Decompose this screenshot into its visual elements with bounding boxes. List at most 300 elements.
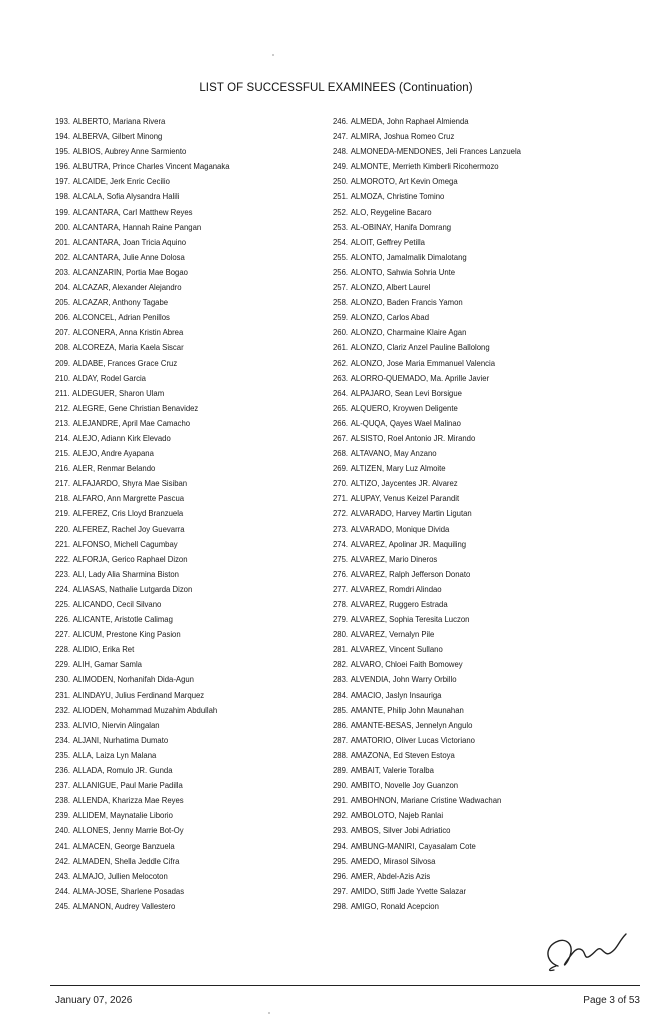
entry-number: 298. [333,900,349,911]
entry-number: 278. [333,599,349,609]
entry-number: 194. [55,131,71,142]
examinee-entry [55,537,230,552]
entry-number: 274. [333,538,349,549]
entry-name: ALINDAYU, Julius Ferdinand Marquez [72,689,205,700]
examinee-entry [333,808,521,823]
entry-number: 210. [55,372,71,383]
examinee-entry [333,854,521,869]
examinee-entry [55,189,230,204]
examinee-entry [55,491,230,506]
entry-name: ALCAIDE, Jerk Enric Cecilio [72,176,170,187]
examinee-entry [333,431,521,446]
examinee-entry [333,189,521,204]
entry-name: ALUPAY, Venus Keizel Parandit [350,493,460,504]
entry-number: 245. [55,900,71,911]
examinee-entry [55,763,230,778]
examinee-entry [55,703,230,718]
examinee-entry [333,401,521,416]
entry-name: ALMONTE, Merrieth Kimberli Ricohermozo [350,161,499,172]
entry-number: 213. [55,417,71,428]
examinee-entry [333,356,521,371]
examinee-entry [55,567,230,582]
entry-number: 234. [55,734,71,745]
entry-name: ALFONSO, Michell Cagumbay [72,538,178,549]
entry-name: ALDAY, Rodel Garcia [72,372,146,383]
examinee-entry [333,703,521,718]
entry-name: ALONZO, Jose Maria Emmanuel Valencia [350,357,496,368]
entry-number: 204. [55,282,71,293]
entry-name: AMATORIO, Oliver Lucas Victoriano [350,734,475,745]
entry-name: ALO, Reygeline Bacaro [350,206,432,217]
examinee-entry [333,144,521,159]
entry-name: ALMONEDA-MENDONES, Jeli Frances Lanzuela [350,146,521,157]
entry-number: 292. [333,810,349,821]
entry-number: 237. [55,780,71,791]
entry-number: 201. [55,236,71,247]
examinee-entry [333,657,521,672]
entry-name: AMACIO, Jaslyn Insauriga [350,689,442,700]
entry-name: ALONZO, Baden Francis Yamon [350,297,463,308]
entry-name: ALCOREZA, Maria Kaela Siscar [72,342,184,353]
entry-number: 239. [55,810,71,821]
entry-name: AMANTE-BESAS, Jennelyn Angulo [350,719,473,730]
entry-number: 207. [55,327,71,338]
entry-number: 285. [333,704,349,715]
examinee-entry [55,265,230,280]
examinee-entry [55,793,230,808]
entry-name: ALVARO, Chloei Faith Bomowey [350,659,463,670]
entry-number: 289. [333,765,349,776]
entry-name: ALLA, Laiza Lyn Malana [72,749,157,760]
entry-name: ALIASAS, Nathalie Lutgarda Dizon [72,583,193,594]
entry-name: ALVAREZ, Apolinar JR. Maquiling [350,538,467,549]
entry-name: ALBERTO, Mariana Rivera [72,116,166,126]
entry-name: AL-QUQA, Qayes Wael Malinao [350,417,461,428]
entry-name: ALCAZAR, Alexander Alejandro [72,282,182,293]
entry-number: 241. [55,840,71,851]
entry-number: 229. [55,659,71,670]
examinee-entry [55,310,230,325]
examinee-entry [333,522,521,537]
entry-number: 214. [55,432,71,443]
entry-name: ALSISTO, Roel Antonio JR. Mirando [350,432,476,443]
entry-number: 216. [55,463,71,474]
entry-name: ALMADEN, Shella Jeddle Cifra [72,855,180,866]
entry-number: 206. [55,312,71,323]
examinee-list-right [333,114,521,914]
examinee-entry [333,265,521,280]
examinee-entry [55,446,230,461]
examinee-entry [55,144,230,159]
entry-number: 252. [333,206,349,217]
examinee-entry [333,582,521,597]
entry-number: 276. [333,568,349,579]
examinee-entry [333,793,521,808]
entry-name: ALCAZAR, Anthony Tagabe [72,297,169,308]
entry-name: ALFARO, Ann Margrette Pascua [72,493,185,504]
examinee-entry [333,114,521,129]
entry-number: 268. [333,448,349,459]
examinee-entry [333,552,521,567]
entry-number: 296. [333,870,349,881]
entry-name: ALORRO-QUEMADO, Ma. Aprille Javier [350,372,490,383]
entry-number: 198. [55,191,71,202]
entry-number: 224. [55,583,71,594]
examinee-entry [55,899,230,914]
entry-name: AL-OBINAY, Hanifa Domrang [350,221,452,232]
examinee-entry [55,431,230,446]
footer-page-number: Page 3 of 53 [583,995,640,1006]
examinee-entry [333,899,521,914]
entry-name: ALMIRA, Joshua Romeo Cruz [350,131,455,142]
examinee-entry [333,386,521,401]
entry-name: ALVAREZ, Ralph Jefferson Donato [350,568,471,579]
entry-number: 222. [55,553,71,564]
entry-name: ALEJANDRE, April Mae Camacho [72,417,191,428]
examinee-entry [333,778,521,793]
entry-name: ALVAREZ, Vernalyn Pile [350,629,435,640]
entry-number: 197. [55,176,71,187]
entry-name: ALCALA, Sofia Alysandra Halili [72,191,180,202]
entry-number: 288. [333,749,349,760]
examinee-entry [55,522,230,537]
scan-speck [272,54,274,56]
entry-name: ALMA-JOSE, Sharlene Posadas [72,885,185,896]
examinee-entry [55,748,230,763]
entry-name: AMBOS, Silver Jobi Adriatico [350,825,451,836]
entry-name: AMAZONA, Ed Steven Estoya [350,749,455,760]
entry-number: 293. [333,825,349,836]
entry-name: ALVAREZ, Sophia Teresita Luczon [350,614,470,625]
entry-name: AMER, Abdel-Azis Azis [350,870,431,881]
examinee-entry [333,839,521,854]
entry-number: 279. [333,614,349,625]
entry-number: 284. [333,689,349,700]
entry-name: ALIH, Gamar Samla [72,659,142,670]
examinee-entry [55,582,230,597]
entry-name: ALQUERO, Kroywen Deligente [350,402,458,413]
examinee-entry [55,401,230,416]
entry-name: ALLONES, Jenny Marrie Bot-Oy [72,825,184,836]
examinee-entry [55,325,230,340]
entry-name: ALMOZA, Christine Tomino [350,191,445,202]
entry-name: AMEDO, Mirasol Silvosa [350,855,436,866]
entry-name: ALMANON, Audrey Vallestero [72,900,176,911]
entry-name: ALONZO, Charmaine Klaire Agan [350,327,467,338]
entry-name: ALVAREZ, Ruggero Estrada [350,599,448,609]
examinee-entry [55,235,230,250]
examinee-entry [55,657,230,672]
examinee-entry [333,733,521,748]
entry-number: 277. [333,583,349,594]
examinee-entry [333,642,521,657]
examinee-entry [55,552,230,567]
page-title: LIST OF SUCCESSFUL EXAMINEES (Continuation) [199,82,473,94]
entry-number: 202. [55,251,71,262]
entry-number: 264. [333,387,349,398]
examinee-entry [55,733,230,748]
entry-number: 203. [55,266,71,277]
examinee-entry [55,340,230,355]
entry-name: ALEJO, Adiann Kirk Elevado [72,432,171,443]
entry-name: AMBOHNON, Mariane Cristine Wadwachan [350,795,502,806]
examinee-entry [333,310,521,325]
entry-name: ALMOROTO, Art Kevin Omega [350,176,458,187]
entry-number: 269. [333,463,349,474]
entry-name: ALEJO, Andre Ayapana [72,448,154,459]
entry-number: 282. [333,659,349,670]
examinee-entry [333,174,521,189]
examinee-entry [333,884,521,899]
examinee-entry [333,823,521,838]
entry-number: 219. [55,508,71,519]
examinee-entry [55,612,230,627]
entry-number: 263. [333,372,349,383]
entry-number: 283. [333,674,349,685]
entry-name: ALCONCEL, Adrian Penillos [72,312,170,323]
examinee-entry [333,537,521,552]
entry-number: 231. [55,689,71,700]
examinee-entry [55,476,230,491]
entry-name: ALONZO, Carlos Abad [350,312,430,323]
entry-number: 290. [333,780,349,791]
entry-number: 273. [333,523,349,534]
entry-name: ALFAJARDO, Shyra Mae Sisiban [72,478,188,489]
entry-number: 266. [333,417,349,428]
entry-name: ALI, Lady Alia Sharmina Biston [72,568,179,579]
entry-number: 255. [333,251,349,262]
entry-name: ALBERVA, Gilbert Minong [72,131,163,142]
entry-number: 287. [333,734,349,745]
examinee-entry [55,295,230,310]
entry-number: 259. [333,312,349,323]
entry-number: 286. [333,719,349,730]
entry-number: 227. [55,629,71,640]
entry-number: 193. [55,116,71,126]
entry-name: ALVAREZ, Vincent Sullano [350,644,443,655]
entry-name: AMIGO, Ronald Acepcion [350,900,439,911]
entry-number: 254. [333,236,349,247]
entry-number: 217. [55,478,71,489]
examinee-entry [333,295,521,310]
entry-number: 256. [333,266,349,277]
entry-name: ALIDIO, Erika Ret [72,644,135,655]
entry-name: ALICUM, Prestone King Pasion [72,629,181,640]
entry-number: 221. [55,538,71,549]
entry-number: 260. [333,327,349,338]
entry-number: 295. [333,855,349,866]
examinee-entry [333,748,521,763]
examinee-entry [333,491,521,506]
examinee-entry [333,280,521,295]
examinee-entry [333,461,521,476]
examinee-entry [333,129,521,144]
entry-number: 208. [55,342,71,353]
examinee-entry [55,129,230,144]
examinee-entry [333,235,521,250]
entry-number: 294. [333,840,349,851]
entry-number: 209. [55,357,71,368]
entry-name: ALFEREZ, Rachel Joy Guevarra [72,523,185,534]
entry-number: 230. [55,674,71,685]
entry-number: 253. [333,221,349,232]
examinee-entry [55,597,230,612]
examinee-entry [55,854,230,869]
entry-number: 199. [55,206,71,217]
entry-number: 232. [55,704,71,715]
examinee-entry [55,250,230,265]
entry-name: ALMACEN, George Banzuela [72,840,175,851]
entry-number: 265. [333,402,349,413]
examinee-entry [333,325,521,340]
entry-name: ALLANIGUE, Paul Marie Padilla [72,780,183,791]
entry-number: 270. [333,478,349,489]
examinee-entry [55,823,230,838]
entry-name: ALIMODEN, Norhanifah Dida-Agun [72,674,194,685]
entry-name: ALONZO, Clariz Anzel Pauline Ballolong [350,342,490,353]
entry-number: 249. [333,161,349,172]
examinee-entry [55,627,230,642]
examinee-entry [333,159,521,174]
examinee-entry [333,371,521,386]
examinee-list-left [55,114,230,914]
entry-name: ALER, Renmar Belando [72,463,156,474]
entry-number: 236. [55,765,71,776]
entry-number: 196. [55,161,71,172]
entry-name: ALDABE, Frances Grace Cruz [72,357,178,368]
examinee-entry [333,718,521,733]
entry-name: ALOIT, Geffrey Petilla [350,236,425,247]
entry-number: 262. [333,357,349,368]
entry-number: 212. [55,402,71,413]
entry-number: 242. [55,855,71,866]
entry-name: ALVENDIA, John Warry Orbillo [350,674,457,685]
entry-name: ALFORJA, Gerico Raphael Dizon [72,553,188,564]
examinee-entry [55,386,230,401]
entry-number: 223. [55,568,71,579]
entry-number: 195. [55,146,71,157]
entry-name: ALBIOS, Aubrey Anne Sarmiento [72,146,187,157]
entry-number: 226. [55,614,71,625]
examinee-entry [55,506,230,521]
entry-number: 211. [55,387,70,398]
entry-number: 218. [55,493,71,504]
entry-name: ALLADA, Romulo JR. Gunda [72,765,173,776]
examinee-entry [55,220,230,235]
entry-name: ALONTO, Sahwia Sohria Unte [350,266,456,277]
scan-speck [268,1012,270,1014]
examinee-entry [55,416,230,431]
examinee-entry [55,839,230,854]
footer-date: January 07, 2026 [55,995,133,1006]
entry-number: 233. [55,719,71,730]
entry-name: ALVAREZ, Mario Dineros [350,553,438,564]
entry-number: 238. [55,795,71,806]
entry-number: 220. [55,523,71,534]
entry-number: 243. [55,870,71,881]
examinee-entry [333,506,521,521]
entry-number: 215. [55,448,71,459]
entry-name: ALEGRE, Gene Christian Benavidez [72,402,199,413]
examinee-entry [333,220,521,235]
entry-name: ALCANTARA, Julie Anne Dolosa [72,251,185,262]
entry-number: 271. [333,493,349,504]
examinee-entry [333,627,521,642]
entry-number: 281. [333,644,349,655]
examinee-entry [55,280,230,295]
examinee-entry [55,672,230,687]
entry-name: ALONZO, Albert Laurel [350,282,431,293]
examinee-entry [333,205,521,220]
entry-name: AMBITO, Novelle Joy Guanzon [350,780,459,791]
examinee-entry [55,356,230,371]
examinee-entry [333,869,521,884]
examinee-entry [333,416,521,431]
entry-number: 275. [333,553,349,564]
entry-number: 235. [55,749,71,760]
examinee-entry [333,340,521,355]
entry-number: 248. [333,146,349,157]
entry-number: 272. [333,508,349,519]
entry-name: ALCONERA, Anna Kristin Abrea [72,327,184,338]
entry-name: AMANTE, Philip John Maunahan [350,704,464,715]
entry-number: 291. [333,795,349,806]
entry-number: 228. [55,644,71,655]
entry-name: ALLIDEM, Maynatalie Liborio [72,810,173,821]
entry-name: AMIDO, Stiffi Jade Yvette Salazar [350,885,467,896]
entry-name: ALVARADO, Harvey Martin Ligutan [350,508,472,519]
entry-number: 267. [333,432,349,443]
entry-number: 257. [333,282,349,293]
entry-number: 200. [55,221,71,232]
entry-name: ALJANI, Nurhatima Dumato [72,734,169,745]
examinee-entry [55,159,230,174]
footer-divider [50,985,640,986]
examinee-entry [55,718,230,733]
signature [536,922,636,980]
entry-number: 251. [333,191,349,202]
examinee-entry [333,672,521,687]
entry-number: 244. [55,885,71,896]
entry-name: ALICANDO, Cecil Silvano [72,599,162,609]
examinee-entry [333,612,521,627]
entry-name: ALICANTE, Aristotle Calimag [72,614,173,625]
entry-name: ALMEDA, John Raphael Almienda [350,116,469,126]
examinee-entry [55,778,230,793]
examinee-entry [55,869,230,884]
examinee-entry [55,688,230,703]
entry-name: ALIVIO, Niervin Alingalan [72,719,160,730]
entry-name: ALVARADO, Monique Divida [350,523,450,534]
entry-name: ALTAVANO, May Anzano [350,448,437,459]
examinee-entry [333,597,521,612]
entry-name: ALCANTARA, Carl Matthew Reyes [72,206,193,217]
entry-number: 250. [333,176,349,187]
entry-name: ALIODEN, Mohammad Muzahim Abdullah [72,704,218,715]
examinee-entry [55,642,230,657]
entry-name: ALVAREZ, Romdri Alindao [350,583,442,594]
examinee-entry [333,688,521,703]
entry-name: ALCANTARA, Hannah Raine Pangan [72,221,202,232]
entry-name: ALONTO, Jamalmalik Dimalotang [350,251,467,262]
examinee-entry [55,174,230,189]
entry-number: 297. [333,885,349,896]
entry-name: ALPAJARO, Sean Levi Borsigue [350,387,462,398]
entry-number: 261. [333,342,349,353]
examinee-entry [333,250,521,265]
entry-name: AMBOLOTO, Najeb Ranlai [350,810,444,821]
entry-name: ALTIZO, Jaycentes JR. Alvarez [350,478,458,489]
